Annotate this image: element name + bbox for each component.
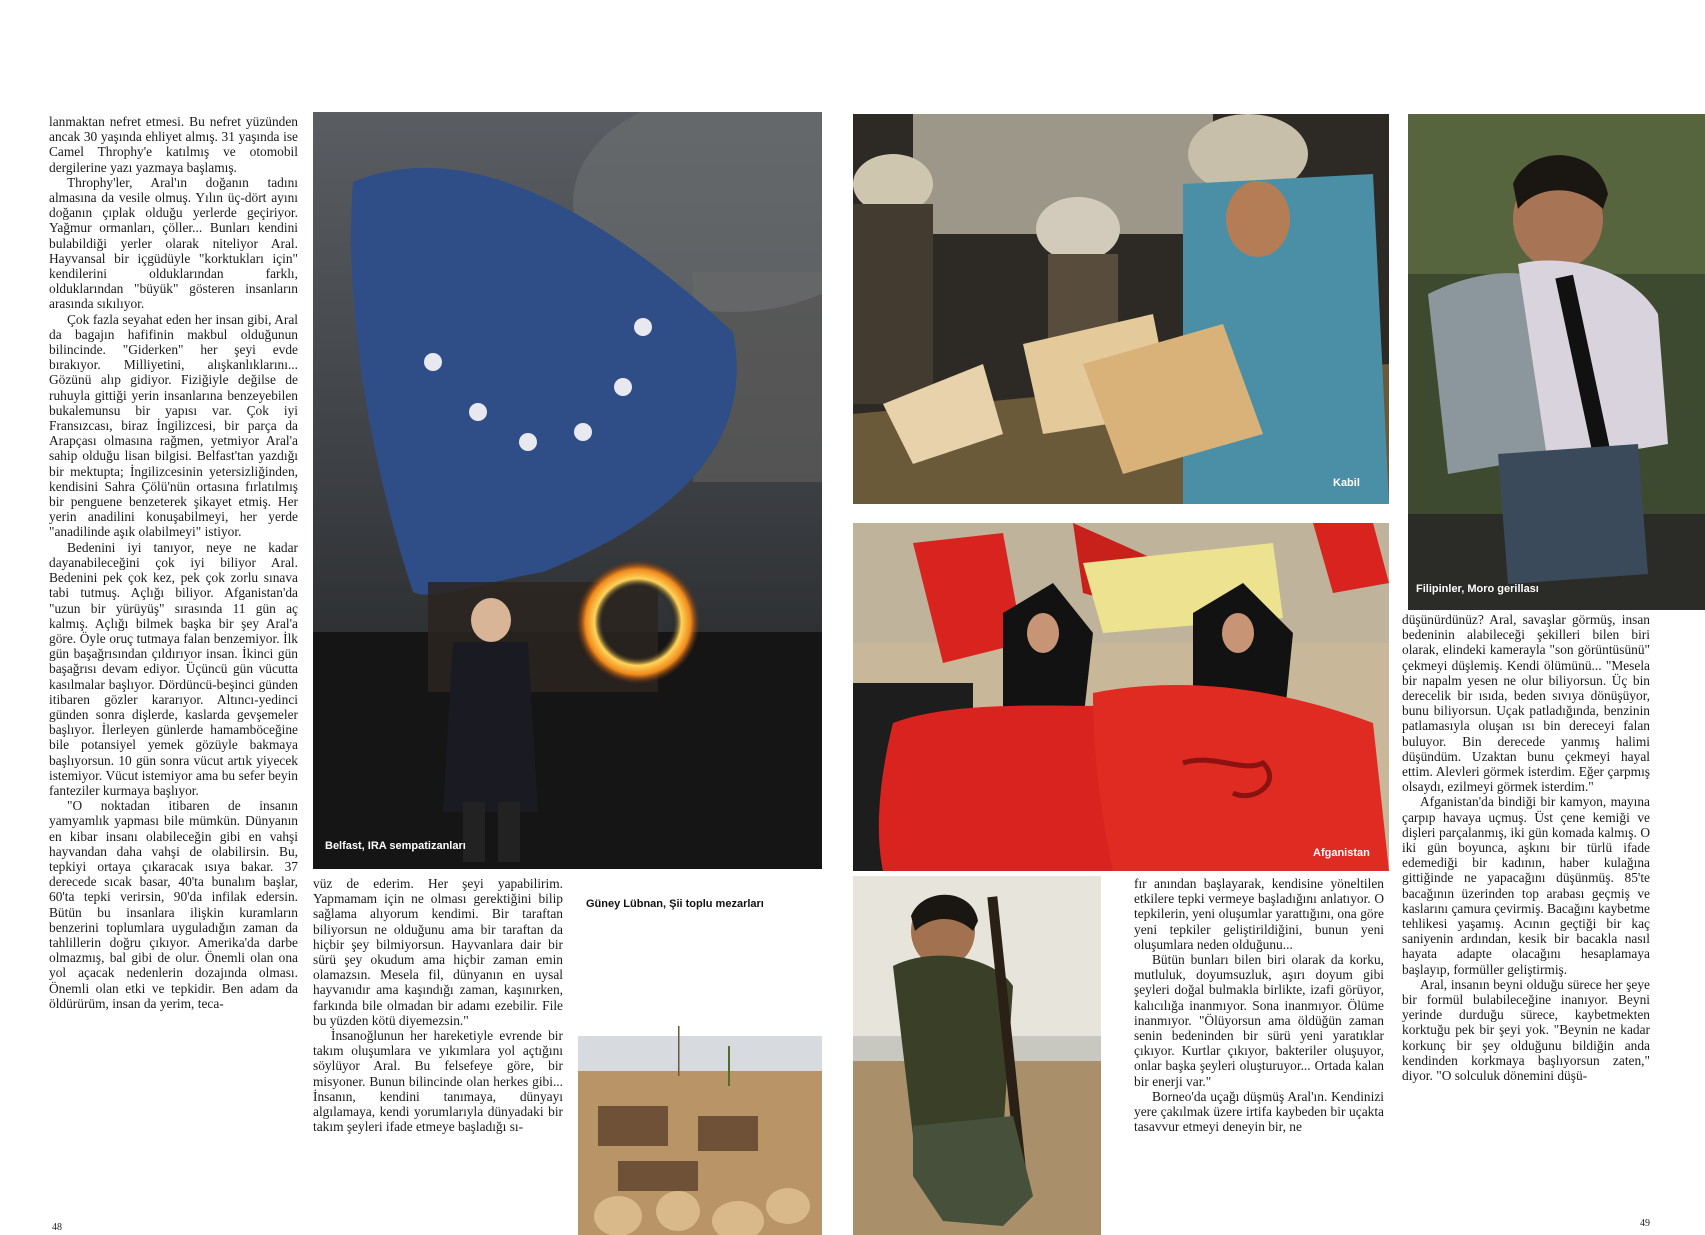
photo-lubnan [578, 876, 822, 1235]
article-column-2 [313, 876, 563, 1176]
article-paragraph: Aral, insanın beyni olduğu sürece her şeye bir formül bulabileceğine inanıyor. Beyni yerinde durduğu sürece, kaybetmekten korktuğu pek bir şeyi yok. "Beynin ne kadar korkunç bir şey olduğunu bildiğin anda kendinden korkmaya başlıyorsun zaten," diyor. "O solculuk dönemini düşü- [1402, 976, 1650, 1084]
article-paragraph: lanmaktan nefret etmesi. Bu nefret yüzünden ancak 30 yaşında ehliyet almış. 31 yaşında ise Camel Throphy'e katılmış ve otomobil dergilerine yazı yazmaya başlamış. [49, 114, 298, 175]
page-number-left: 48 [52, 1222, 62, 1233]
article-paragraph: Throphy'ler, Aral'ın doğanın tadını almasına da vesile olmuş. Yılın üç-dört ayını doğanın çıplak olduğu yerlerde geçiriyor. Yağmur ormanları, çöller... Bunları kendini bulabildiği yerler olarak niteliyor Aral. Hayvansal bir içgüdüyle "korktukları için" kendilerini olduklarından farklı, olduklarından "büyük" gösteren insanların arasında sıkılıyor. [49, 174, 298, 312]
caption-lubnan: Güney Lübnan, Şii toplu mezarları [586, 898, 764, 910]
burning-tire-icon [576, 560, 700, 684]
article-paragraph: Afganistan'da bindiği bir kamyon, mayına çarpıp havaya uçmuş. Üst çene kemiği ve dişleri parçalanmış, iki gün komada kalmış. O iki gün boyunca, aşkını bir türlü ifade edemediği bir kadının, haber kulağına gittiğinde ne yapacağını düşünmüş. 85'te bacağının üzerinden top arabası geçmiş ve kaslarını çamura çevirmiş. Bacağını kaybetme tehlikesi yaşamış. Acının geçtiği bir kaç saniyenin ardından, kesik bir bacakla nasıl hayata adapte olacağını hesaplamaya başlayıp, formüller geliştirmiş. [1402, 794, 1651, 977]
photo-soldier [853, 876, 1101, 1235]
photo-afganistan [853, 523, 1389, 871]
article-paragraph: fır anından başlayarak, kendisine yöneltilen etkilere tepki vermeye başladığını anlatıyor. O tepkilerin, yeni oluşumlar yarattığını, ona göre yeni tepkiler geliştirildiğini, bunun yeni oluşumlara neden olduğunu... [1134, 876, 1384, 952]
article-paragraph: Bedenini iyi tanıyor, neye ne kadar dayanabileceğini çok iyi biliyor Aral. Bedenini pek çok kez, pek çok zorlu sınava tabi tutmuş. Açlığı biliyor. Afganistan'da "uzun bir yürüyüş" sırasında 11 gün aç kalmış. Açlığı bilmek başka bir şey Aral'a göre. Öyle oruç tutmaya falan benzemiyor. İlk gün başağrısından çıldırıyor insan. İkinci gün başağrısı devam ediyor. Üçüncü gün vücutta kasılmalar başlıyor. Dördüncü-beşinci günden itibaren gözler kararıyor. Altıncı-yedinci günden sonra dişlerde, kaslarda gevşemeler başlıyor. İlerleyen günlerde hamamböceğine bile potansiyel yemek gözüyle bakmaya başlıyorsun. 10 gün sonra vücut artık yiyecek istemiyor. Vücut istemiyor ama bu sefer beyin fanteziler kurmaya başlıyor. [49, 539, 298, 798]
caption-belfast: Belfast, IRA sempatizanları [325, 840, 466, 852]
article-paragraph: "O noktadan itibaren de insanın yamyamlık yapması bile mümkün. Dünyanın en kibar insanı olabileceğin gibi en vahşi hayvandan daha vahşi de olabilirsin. Bu, tepkiyi ortaya çıkaracak ısıya bakar. 37 derecede sıcak basar, 40'ta bunalım başlar, 60'ta tepki verirsin, 90'da infilak edersin. Bütün bu insanlara ilişkin kuramların benzerini toplumlara uyguladığın zaman da tahlillerin doğru çıkıyor. Amerika'da darbe olmazmış, bal gibi de olur. Önemli olan ona yol açacak nedenlerin dozajında olması. Önemli olan etki ve tepkidir. Ben adam da öldürürüm, insan da yerim, teca- [49, 798, 298, 1011]
page-number-right: 49 [1640, 1218, 1650, 1229]
article-paragraph: Bütün bunları bilen biri olarak da korku, mutluluk, doyumsuzluk, aşırı doyum gibi şeyleri doğal bulmakla birlikte, izafi görüyor, kalıcılığa inanmıyor. Sona inanmıyor. Ölüme inanmıyor. "Ölüyorsun ama öldüğün zaman senin bedeninden bir sürü yeni yaratıklar çıkıyor. Kurtlar çıkıyor, bakteriler oluşuyor, onlar başka şeyleri oluşturuyor... Ortada kalan bir enerji var." [1134, 952, 1384, 1089]
photo-belfast [313, 112, 822, 869]
article-paragraph: İnsanoğlunun her hareketiyle evrende bir takım oluşumlara ve yıkımlara yol açtığını söylüyor Aral. Bu felsefeye göre, bir misyoner. Bunun bilincinde olan herkes gibi... İnsanın, kendini tanımaya, dünyayı algılamaya, kendi yorumlarıyla dünyadaki bir takım şeyleri ifade etmeye başladığı sı- [313, 1028, 563, 1135]
article-paragraph: vüz de ederim. Her şeyi yapabilirim. Yapmamam için ne olması gerektiğini bilip sağlama alıyorum kendimi. Bir taraftan biliyorsun ne olduğunu ama bir taraftan da hiçbir şey bilmiyorsun. Hayvanlara dair bir sürü şey okudum ama hiçbir zaman emin olamazsın. Mesela fil, dünyanın en uysal hayvanıdır ama kaşındığı zaman, kaşınırken, farkında bile olmadan bir adamı ezebilir. File bu yüzden kötü diyemezsin." [313, 876, 563, 1028]
caption-kabil: Kabil [1333, 477, 1360, 489]
article-column-1 [49, 114, 298, 1199]
article-column-4 [1402, 612, 1650, 1192]
article-paragraph: düşünürdünüz? Aral, savaşlar görmüş, insan bedeninin alabileceği şekilleri bilen biri olarak, elindeki kamerayla "son görüntüsünü" çekmeyi düşlemiş. Kendi ölümünü... "Mesela bir napalm yesen ne olur biliyorsun. Üç bin derecelik bir ısıda, beden sıvıya dönüşüyor, bunu biliyorsun. Uçak patladığında, benzinin patlamasıyla oluşan ısı bin dereceyi falan buluyor. Bin derecede yanmış halimi düşündüm. Uzaktan bunu çekmeyi hayal ettim. Alevleri görmek isterdim. Eğer çarpmış olsaydı, ezilmeyi görmek isterdim." [1402, 612, 1650, 795]
caption-filipinler: Filipinler, Moro gerillası [1416, 583, 1539, 595]
article-paragraph: Çok fazla seyahat eden her insan gibi, Aral da bagajın hafifinin makbul olduğunun bilincinde. "Giderken" her şeyi evde bırakıyor. Milliyetini, alışkanlıklarını... Gözünü alıp gidiyor. Fiziğiyle değilse de ruhuyla gittiği yerin insanlarına benzeyebilen bukalemunsu bir yapısı var. Çok iyi Fransızcası, biraz İngilizcesi, bir parça da Arapçası olmasına rağmen, yetmiyor Aral'a sahip olduğu lisan bilgisi. Belfast'tan yazdığı bir mektupta; İngilizcesinin yetersizliğinden, kendisini Sahra Çölü'nün ortasına fırlatılmış bir penguene benzeterek şikayet etmiş. Her yerin anadilini konuşabilmeyi, her yerde "anadilinde aşık olabilmeyi" istiyor. [49, 311, 298, 540]
caption-afganistan: Afganistan [1313, 847, 1370, 859]
photo-filipinler [1408, 114, 1705, 610]
photo-kabil [853, 114, 1389, 504]
article-paragraph: Borneo'da uçağı düşmüş Aral'ın. Kendinizi yere çakılmak üzere irtifa kaybeden bir uçakta tasavvur etmeyi deneyin bir, ne [1134, 1088, 1384, 1135]
article-column-3 [1134, 876, 1384, 1176]
